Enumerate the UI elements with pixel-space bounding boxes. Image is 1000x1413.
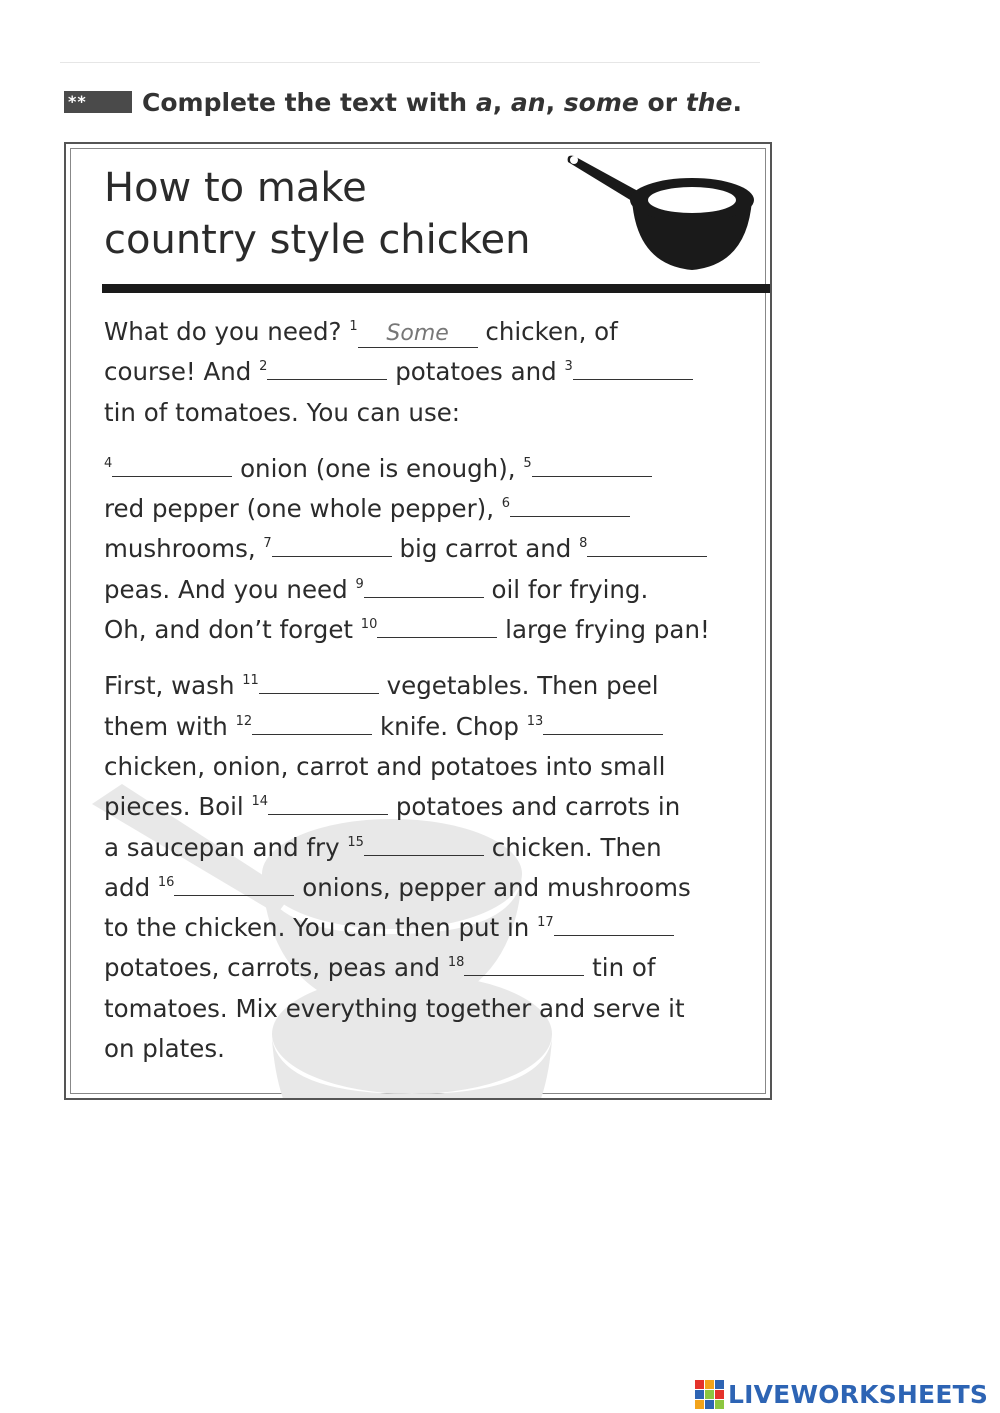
blank-number: 14 bbox=[251, 794, 269, 810]
answer-blank-8[interactable] bbox=[587, 534, 707, 557]
answer-blank-17[interactable] bbox=[554, 913, 674, 936]
blank-number: 13 bbox=[526, 713, 544, 729]
text-segment: a saucepan and fry bbox=[104, 832, 348, 862]
text-segment: tin of bbox=[584, 953, 656, 983]
title-line-1: How to make bbox=[104, 165, 367, 211]
text-segment: tomatoes. Mix everything together and serve it bbox=[104, 993, 685, 1023]
answer-blank-11[interactable] bbox=[259, 671, 379, 694]
blank-number: 4 bbox=[104, 455, 113, 471]
blank-number: 15 bbox=[347, 834, 364, 850]
text-line bbox=[104, 610, 754, 650]
difficulty-badge: ** bbox=[64, 91, 132, 113]
answer-blank-16[interactable] bbox=[174, 873, 294, 896]
answer-blank-13[interactable] bbox=[543, 712, 663, 735]
text-segment: chicken, onion, carrot and potatoes into small bbox=[104, 751, 666, 781]
answer-blank-1: Some bbox=[358, 323, 478, 348]
text-line bbox=[104, 828, 754, 868]
blank-number: 5 bbox=[523, 455, 532, 471]
text-line bbox=[104, 868, 754, 908]
text-segment: potatoes, carrots, peas and bbox=[104, 953, 448, 983]
blank-number: 10 bbox=[360, 617, 378, 633]
instruction-prefix: Complete the text with bbox=[142, 87, 476, 117]
option-an: an bbox=[510, 87, 546, 117]
text-segment: red pepper (one whole pepper), bbox=[104, 494, 502, 524]
text-segment: potatoes and bbox=[387, 357, 565, 387]
instruction-or: or bbox=[638, 87, 686, 117]
text-segment: big carrot and bbox=[391, 534, 580, 564]
text-line bbox=[104, 747, 754, 787]
answer-blank-15[interactable] bbox=[364, 833, 484, 856]
text-line bbox=[104, 489, 754, 529]
text-segment: First, wash bbox=[104, 671, 243, 701]
blank-number: 12 bbox=[235, 713, 253, 729]
blank-number: 8 bbox=[579, 536, 588, 552]
answer-blank-9[interactable] bbox=[364, 575, 484, 598]
text-segment: large frying pan! bbox=[497, 615, 710, 645]
title-rule bbox=[102, 284, 770, 293]
brand-name: LIVEWORKSHEETS bbox=[728, 1380, 989, 1409]
text-segment: chicken, of bbox=[477, 317, 618, 346]
answer-blank-5[interactable] bbox=[532, 454, 652, 477]
blank-number: 18 bbox=[447, 955, 465, 971]
blank-number: 11 bbox=[242, 673, 259, 689]
instruction-end: . bbox=[732, 87, 742, 117]
text-segment: onion (one is enough), bbox=[232, 453, 524, 483]
liveworksheets-logo[interactable] bbox=[695, 1380, 988, 1409]
text-line bbox=[104, 948, 754, 988]
instruction bbox=[64, 86, 742, 118]
text-line bbox=[104, 1029, 754, 1069]
text-segment: pieces. Boil bbox=[104, 792, 252, 822]
paragraph-3 bbox=[104, 666, 754, 1069]
answer-blank-14[interactable] bbox=[268, 792, 388, 815]
text-segment: tin of tomatoes. You can use: bbox=[104, 397, 461, 427]
text-segment: onions, pepper and mushrooms bbox=[294, 872, 691, 902]
text-segment: course! And bbox=[104, 357, 260, 387]
text-line bbox=[104, 707, 754, 747]
paragraph-2 bbox=[104, 449, 754, 650]
blank-number: 9 bbox=[355, 576, 364, 592]
blank-number: 16 bbox=[157, 874, 175, 890]
text-line bbox=[104, 989, 754, 1029]
text-segment: them with bbox=[104, 711, 236, 741]
answer-blank-7[interactable] bbox=[272, 534, 392, 557]
text-segment: add bbox=[104, 872, 158, 902]
saucepan-icon bbox=[562, 150, 762, 280]
option-some: some bbox=[563, 87, 639, 117]
option-the: the bbox=[685, 87, 733, 117]
answer-blank-3[interactable] bbox=[573, 357, 693, 380]
text-line bbox=[104, 908, 754, 948]
blank-number: 1 bbox=[349, 319, 358, 334]
recipe-box bbox=[64, 142, 772, 1100]
text-line bbox=[104, 666, 754, 706]
blank-number: 6 bbox=[501, 496, 511, 512]
recipe-title bbox=[104, 162, 530, 266]
logo-mark-icon bbox=[695, 1380, 724, 1409]
text-line bbox=[104, 312, 754, 352]
blank-number: 17 bbox=[537, 915, 554, 931]
text-segment: Oh, and don’t forget bbox=[104, 615, 361, 645]
answer-blank-2[interactable] bbox=[267, 357, 387, 380]
text-segment: mushrooms, bbox=[104, 534, 264, 564]
text-segment: on plates. bbox=[104, 1034, 225, 1064]
text-line bbox=[104, 570, 754, 610]
option-a: a bbox=[475, 87, 493, 117]
text-line bbox=[104, 787, 754, 827]
instruction-text: Complete the text with a, an, some or the. bbox=[142, 87, 742, 117]
answer-blank-6[interactable] bbox=[510, 494, 630, 517]
text-line bbox=[104, 393, 754, 433]
text-segment: oil for frying. bbox=[483, 574, 649, 604]
answer-blank-12[interactable] bbox=[252, 712, 372, 735]
paragraph-1 bbox=[104, 312, 754, 433]
blank-number: 3 bbox=[564, 359, 573, 375]
text-segment: vegetables. Then peel bbox=[378, 671, 659, 701]
text-line bbox=[104, 449, 754, 489]
blank-number: 7 bbox=[263, 536, 272, 552]
text-segment: What do you need? bbox=[104, 317, 350, 346]
title-line-2: country style chicken bbox=[104, 217, 531, 263]
top-divider bbox=[60, 62, 760, 63]
answer-blank-4[interactable] bbox=[112, 454, 232, 477]
text-segment: to the chicken. You can then put in bbox=[104, 913, 538, 943]
blank-number: 2 bbox=[259, 359, 268, 375]
text-segment: chicken. Then bbox=[483, 832, 662, 862]
recipe-text bbox=[104, 312, 754, 1085]
text-segment: knife. Chop bbox=[372, 711, 527, 741]
text-line bbox=[104, 352, 754, 392]
answer-blank-10[interactable] bbox=[377, 615, 497, 638]
text-segment: peas. And you need bbox=[104, 574, 356, 604]
text-line bbox=[104, 529, 754, 569]
answer-blank-18[interactable] bbox=[464, 953, 584, 976]
text-segment: potatoes and carrots in bbox=[388, 792, 681, 822]
